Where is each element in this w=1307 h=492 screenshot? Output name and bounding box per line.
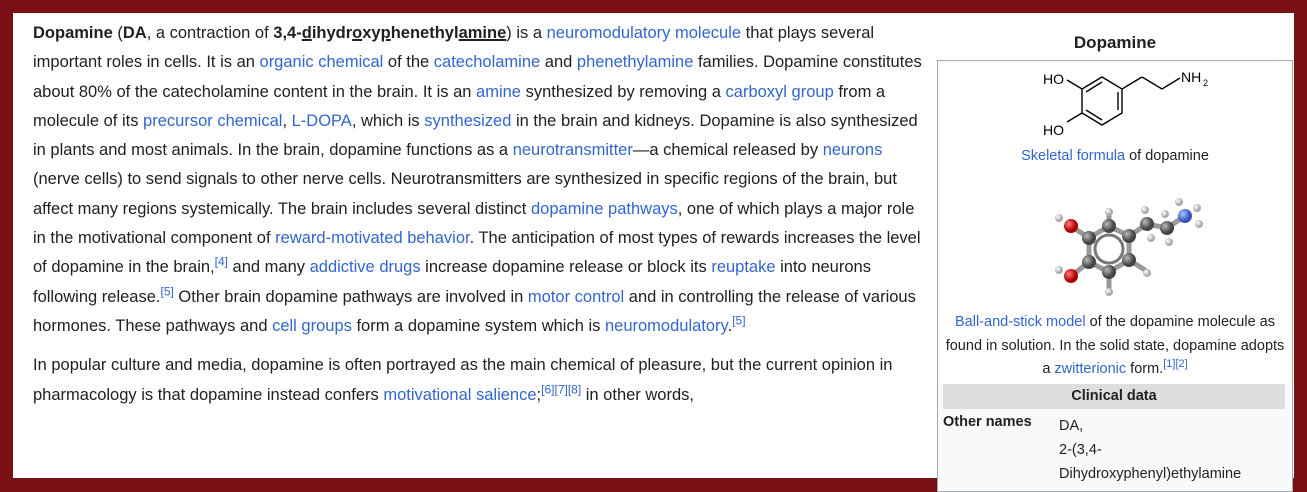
skeletal-caption (937, 148, 1293, 164)
reference-link[interactable]: [7] (554, 382, 568, 397)
reference-4[interactable] (215, 255, 228, 269)
link-carboxyl-group[interactable]: carboxyl group (725, 82, 834, 101)
link-precursor-chemical[interactable]: precursor chemical (143, 111, 283, 130)
other-name-line: DA, (1059, 418, 1084, 434)
reference-8[interactable] (568, 382, 581, 396)
chem-part: xy (362, 24, 381, 42)
text: , a contraction of (146, 24, 274, 42)
text: , (282, 111, 292, 130)
text: from a molecule of its (33, 82, 886, 130)
link-neuromodulatory-molecule[interactable]: neuromodulatory molecule (546, 24, 742, 42)
link-addictive-drugs[interactable]: addictive drugs (309, 258, 421, 277)
link-cell-groups[interactable]: cell groups (272, 316, 352, 335)
link-neurotransmitter[interactable]: neurotransmitter (512, 141, 633, 160)
text: and in controlling the release of various hormones. These pathways and (33, 287, 916, 335)
link-dopamine-pathways[interactable]: dopamine pathways (530, 199, 678, 218)
chem-part: henethyl (390, 24, 459, 42)
chem-part: amine (458, 24, 507, 42)
link-catecholamine[interactable]: catecholamine (433, 53, 541, 72)
chem-part: o (352, 24, 363, 42)
nh-label: NH (1181, 69, 1202, 85)
text: —a chemical released by (632, 141, 823, 160)
nh-subscript: 2 (1203, 78, 1209, 88)
text: families. Dopamine constitutes about 80% of the catecholamine content in the brain. It is an (33, 53, 922, 101)
reference-link[interactable]: [8] (567, 382, 582, 397)
text: and (540, 53, 577, 72)
skeletal-formula-image[interactable] (1017, 65, 1207, 153)
link-amine[interactable]: amine (476, 82, 521, 101)
text: In popular culture and media, dopamine is often portrayed as the main chemical of pleasure, but the current opinion in pharmacology is that dopamine instead confers (33, 356, 893, 404)
text: . (727, 316, 733, 335)
text: and many (227, 258, 310, 277)
text: form. (1126, 361, 1164, 377)
link-ball-and-stick-model[interactable]: Ball-and-stick model (955, 314, 1086, 330)
ho-top-label: HO (1043, 71, 1064, 87)
paragraph-popular-culture (33, 351, 923, 410)
link-l-dopa[interactable]: L-DOPA (291, 111, 352, 130)
infobox (937, 13, 1293, 482)
text: of dopamine (1125, 148, 1209, 164)
reference-6[interactable] (541, 382, 554, 396)
text: of the dopamine molecule as found in solution. In the solid state, dopamine adopts a (945, 314, 1285, 377)
chem-part: ihydr (311, 24, 353, 42)
text: in the brain and kidneys. Dopamine is also synthesized in plants and most animals. In the brain, dopamine functions as a (33, 111, 918, 160)
link-motivational-salience[interactable]: motivational salience (383, 385, 537, 404)
text: of the (383, 53, 434, 72)
link-organic-chemical[interactable]: organic chemical (259, 53, 384, 72)
link-zwitterionic[interactable]: zwitterionic (1054, 361, 1127, 377)
text: Other brain dopamine pathways are involved in (173, 287, 528, 306)
other-name-line: 2-(3,4- (1059, 442, 1102, 458)
link-reuptake[interactable]: reuptake (711, 258, 776, 277)
reference-7[interactable] (554, 382, 567, 396)
reference-link[interactable]: [6] (541, 382, 555, 397)
text: ; (536, 385, 542, 404)
infobox-title: Dopamine (1073, 33, 1157, 52)
page-frame (13, 13, 1294, 482)
link-skeletal-formula[interactable]: Skeletal formula (1021, 148, 1126, 164)
chem-part: d (301, 24, 312, 42)
text: , which is (351, 111, 425, 130)
text: (nerve cells) to send signals to other nerve cells. Neurotransmitters are synthesized in specific regions of the brain, but affect many regions systemically. The brain includes several distinct (33, 170, 897, 218)
reference-link[interactable]: [5] (160, 284, 174, 299)
abbreviation: DA (122, 24, 147, 42)
reference-2[interactable]: [2] (1175, 358, 1188, 371)
section-clinical-data: Clinical data (943, 384, 1285, 409)
text: that plays several important roles in cells. It is an (33, 24, 875, 72)
link-synthesized[interactable]: synthesized (424, 111, 512, 130)
link-neurons[interactable]: neurons (822, 141, 883, 160)
reference-5b[interactable] (732, 313, 745, 327)
reference-1[interactable]: [1] (1163, 358, 1176, 371)
other-names-label: Other names (943, 414, 1032, 430)
text: ( (112, 24, 123, 42)
chem-part: 3,4- (273, 24, 302, 42)
other-names-value (1059, 414, 1241, 486)
text: , one of which plays a major role in the motivational component of (33, 199, 915, 248)
reference-link[interactable]: [5] (732, 313, 746, 328)
text: . The anticipation of most types of rewards increases the level of dopamine in the brain, (33, 229, 921, 277)
text: form a dopamine system which is (351, 316, 605, 335)
text: into neurons following release. (33, 258, 871, 306)
ball-and-stick-caption (943, 311, 1287, 382)
link-neuromodulatory[interactable]: neuromodulatory (604, 316, 728, 335)
chem-part: p (380, 24, 391, 42)
link-reward-motivated-behavior[interactable]: reward-motivated behavior (275, 229, 470, 248)
text: synthesized by removing a (521, 82, 726, 101)
link-motor-control[interactable]: motor control (527, 287, 625, 306)
text: ) is a (506, 24, 547, 42)
link-phenethylamine[interactable]: phenethylamine (576, 53, 694, 72)
ho-bottom-label: HO (1043, 122, 1064, 138)
text: in other words, (581, 385, 694, 404)
paragraph-intro (33, 19, 923, 341)
other-name-line: Dihydroxyphenyl)ethylamine (1059, 466, 1242, 482)
article-term: Dopamine (33, 24, 113, 42)
chemical-name (273, 24, 506, 42)
text: increase dopamine release or block its (420, 258, 712, 277)
article-body (33, 19, 923, 420)
reference-link[interactable]: [4] (214, 254, 228, 269)
reference-5[interactable] (161, 284, 174, 298)
ball-and-stick-image[interactable] (1037, 178, 1207, 308)
